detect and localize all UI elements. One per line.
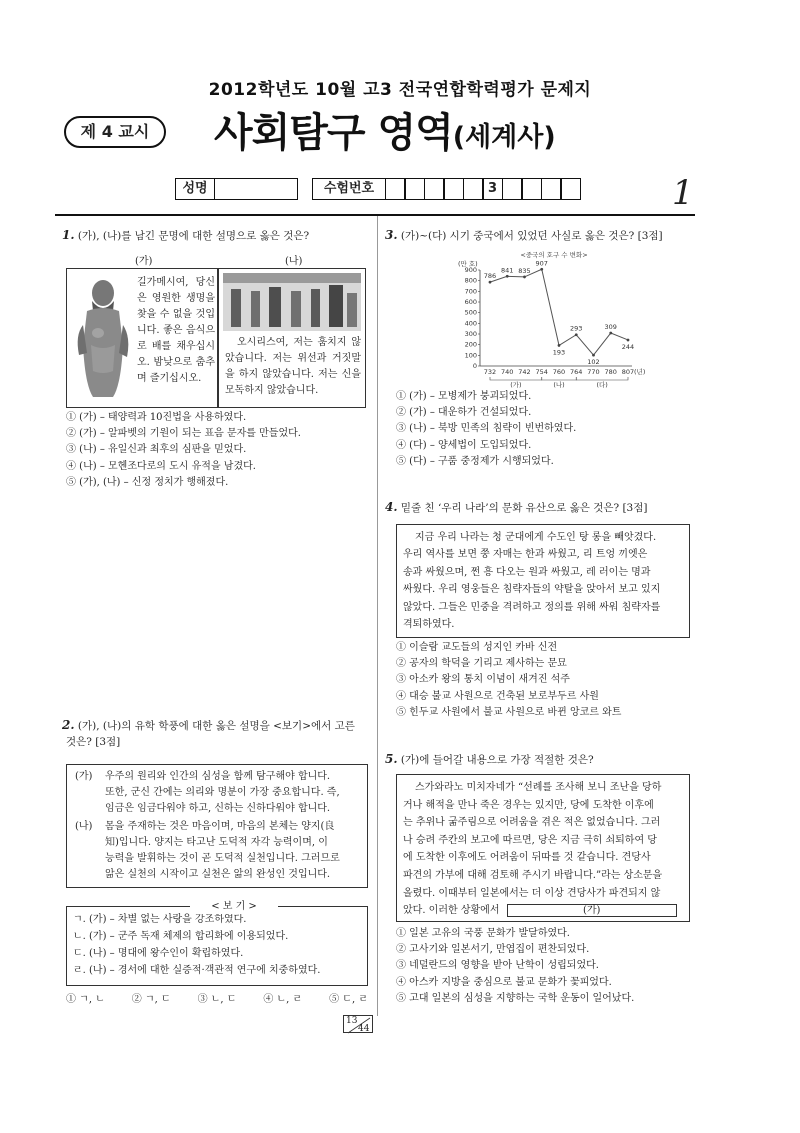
- chart-y-tick-label: 200: [464, 340, 477, 349]
- q4-choices: [396, 640, 696, 721]
- q1-choice-1[interactable]: ① (가) – 태양력과 10진법을 사용하였다.: [66, 412, 247, 423]
- q5-passage-line: 스가와라노 미치자네가 “선례를 조사해 보니 조난을 당하: [415, 782, 662, 793]
- chart-point: [540, 268, 543, 271]
- q4-passage-line: 격퇴하였다.: [403, 619, 455, 631]
- q5-blank-box: (가): [507, 904, 677, 917]
- chart-y-tick-label: 0: [472, 362, 477, 370]
- chart-point: [627, 339, 630, 342]
- egyptian-relief-image: [223, 273, 361, 331]
- chart-data-label: 841: [501, 266, 514, 275]
- q2-header: [62, 716, 372, 751]
- q3-choice-2[interactable]: ② (가) – 대운하가 건설되었다.: [396, 407, 532, 419]
- gilgamesh-statue-image: [73, 275, 133, 403]
- q2-bogi-item: ㄹ. (나) – 경서에 대한 실증적·객관적 연구에 치중하였다.: [73, 965, 321, 976]
- q1-box-a: [66, 268, 218, 408]
- q1-choices: [66, 410, 376, 491]
- subject-name: 사회탐구 영역: [214, 110, 453, 156]
- q4-passage-line: 송과 싸웠으며, 쩐 흥 다오는 원과 싸웠고, 레 러이는 명과: [403, 566, 651, 578]
- q1-label-a: (가): [135, 256, 153, 267]
- q2-b-line: 知)입니다. 양지는 타고난 도덕적 자각 능력이며, 이: [105, 837, 328, 848]
- q5-number: 5.: [385, 752, 398, 766]
- q5-header: [385, 750, 695, 769]
- chart-y-tick-label: 800: [464, 276, 477, 285]
- q4-passage-box: [396, 524, 690, 638]
- chart-point: [489, 281, 492, 284]
- chart-y-tick-label: 100: [464, 351, 477, 360]
- q5-passage-line: 거나 해적을 만나 죽은 경우는 있지만, 당에 도착한 이후에: [403, 799, 654, 811]
- page-total: 44: [358, 1024, 370, 1034]
- q5-passage-line: 올렸다. 이때부터 일본에서는 더 이상 견당사가 파견되지 않: [403, 887, 661, 899]
- q2-passage-a-label: (가): [75, 771, 93, 782]
- q5-passage-line: 았다. 이러한 상황에서: [403, 905, 500, 917]
- chart-y-tick-label: 900: [464, 266, 477, 274]
- chart-point: [506, 275, 509, 278]
- chart-data-label: 835: [518, 266, 531, 275]
- chart-period-bracket: [490, 377, 542, 380]
- chart-point: [575, 333, 578, 336]
- q4-choice-5[interactable]: ⑤ 힌두교 사원에서 불교 사원으로 바뀐 앙코르 와트: [396, 706, 622, 718]
- chart-x-unit: (년): [634, 368, 646, 376]
- chart-series-line: [490, 266, 628, 355]
- exam-no-digit-1[interactable]: [385, 178, 406, 200]
- q4-header: [385, 498, 695, 517]
- name-label: 성명: [175, 178, 215, 200]
- subject-title: [214, 103, 556, 163]
- exam-no-digit-5[interactable]: [463, 178, 484, 200]
- q2-a-line: 임금은 임금다워야 하고, 신하는 신하다워야 합니다.: [105, 803, 331, 814]
- q5-choice-1[interactable]: ① 일본 고유의 국풍 문화가 발달하였다.: [396, 928, 570, 939]
- q5-choices: [396, 926, 696, 1007]
- q2-bogi-list: [73, 911, 320, 979]
- q5-choice-3[interactable]: ③ 네덜란드의 영향을 받아 난학이 성립되었다.: [396, 960, 599, 972]
- student-info-table: [175, 178, 580, 200]
- chart-data-label: 786: [483, 272, 497, 281]
- q2-a-line: 또한, 군신 간에는 의리와 명분이 가장 중요합니다. 즉,: [105, 787, 340, 798]
- q2-b-line: 능력을 발휘하는 것이 곧 도덕적 실천입니다. 그러므로: [105, 853, 340, 864]
- q4-passage-line: 싸웠다. 우리 영웅들은 침략자들의 약탈을 앉아서 보고 있지: [403, 584, 661, 596]
- page-number: 1: [672, 173, 694, 213]
- q3-header: [385, 226, 695, 245]
- q2-choice-1[interactable]: ① ㄱ, ㄴ: [66, 994, 105, 1005]
- q2-number: 2.: [62, 718, 75, 732]
- header-rule: [55, 214, 695, 216]
- q4-choice-3[interactable]: ③ 아소카 왕의 통치 이념이 새겨진 석주: [396, 674, 570, 686]
- q2-passage-a: [105, 769, 365, 817]
- q2-text-line1: (가), (나)의 유학 학풍에 대한 옳은 설명을 <보기>에서 고른: [77, 720, 355, 732]
- column-divider: [377, 216, 378, 1016]
- household-count-chart: [440, 248, 660, 388]
- q2-b-line: 몸을 주재하는 것은 마음이며, 마음의 본체는 양지(良: [105, 821, 335, 832]
- q2-bogi-box: [66, 906, 368, 986]
- q5-passage-box: [396, 774, 690, 922]
- period-badge: 제 4 교시: [64, 116, 166, 148]
- q5-choice-2[interactable]: ② 고사기와 일본서기, 만엽집이 편찬되었다.: [396, 944, 590, 956]
- chart-period-label: (가): [510, 381, 522, 388]
- q1-text: (가), (나)를 남긴 문명에 대한 설명으로 옳은 것은?: [77, 230, 310, 242]
- chart-period-label: (다): [596, 381, 608, 388]
- chart-y-unit: (만 호): [458, 260, 478, 268]
- chart-x-tick-label: 764: [570, 368, 583, 376]
- q4-passage-line: 우리 역사를 보면 쭝 자매는 한과 싸웠고, 리 트엉 끼엣은: [403, 549, 648, 561]
- q2-b-line: 앎은 실천의 시작이고 실천은 앎의 완성인 것입니다.: [105, 869, 331, 880]
- q2-bogi-item: ㄷ. (나) – 명대에 왕수인이 확립하였다.: [73, 948, 244, 959]
- chart-data-label: 293: [570, 324, 583, 333]
- q5-choice-5[interactable]: ⑤ 고대 일본의 심성을 지향하는 국학 운동이 일어났다.: [396, 992, 635, 1004]
- chart-y-tick-label: 500: [464, 308, 477, 317]
- chart-y-tick-label: 300: [464, 330, 477, 338]
- chart-title: <중국의 호구 수 변화>: [520, 251, 588, 259]
- q2-passage-b-label: (나): [75, 821, 93, 832]
- chart-y-tick-label: 400: [464, 319, 477, 328]
- q1-header: [62, 226, 372, 245]
- chart-x-tick-label: 732: [483, 368, 497, 376]
- exam-title: 2012학년도 10월 고3 전국연합학력평가 문제지: [208, 80, 592, 100]
- q4-passage-line: 않았다. 그들은 민중을 격려하고 정의를 위해 싸워 침략자를: [403, 601, 661, 613]
- chart-data-label: 102: [587, 358, 600, 367]
- q4-passage-line: 지금 우리 나라는 청 군대에게 수도인 탕 롱을 빼앗겼다.: [415, 532, 657, 543]
- q5-choice-4[interactable]: ④ 아스카 지방을 중심으로 불교 문화가 꽃피었다.: [396, 976, 612, 988]
- chart-x-tick-label: 780: [604, 368, 617, 376]
- exam-no-digit-10[interactable]: [560, 178, 581, 200]
- q5-passage-line: 는 추위나 굶주림으로 어려움을 겪은 적은 없었습니다. 그러: [403, 817, 661, 829]
- q5-passage-line: 에 도착한 이후에도 어려움이 뒤따를 것 같습니다. 견당사: [403, 852, 651, 864]
- exam-no-digit-2[interactable]: [404, 178, 425, 200]
- chart-data-label: 244: [621, 342, 635, 351]
- chart-x-tick-label: 742: [518, 368, 531, 376]
- q1-label-b: (나): [285, 256, 303, 267]
- exam-no-digit-7[interactable]: [502, 178, 523, 200]
- chart-period-bracket: [542, 377, 577, 380]
- q3-choices: [396, 389, 696, 470]
- q2-passage-b: [105, 819, 365, 883]
- chart-y-tick-label: 700: [464, 287, 477, 296]
- q3-choice-4[interactable]: ④ (다) – 양세법이 도입되었다.: [396, 439, 532, 451]
- q2-a-line: 우주의 원리와 인간의 심성을 함께 탐구해야 합니다.: [105, 771, 331, 782]
- exam-no-label: 수험번호: [312, 178, 386, 200]
- q2-choice-2[interactable]: ② ㄱ, ㄷ: [131, 994, 171, 1005]
- q1-box-b: [218, 268, 366, 408]
- q5-passage-line: 나 승려 주칸의 보고에 따르면, 당은 지금 극히 쇠퇴하여 당: [403, 834, 657, 846]
- chart-x-tick-label: 807: [621, 368, 635, 376]
- chart-data-label: 193: [552, 348, 566, 357]
- exam-no-digit-6: 3: [482, 178, 503, 200]
- q4-choice-1[interactable]: ① 이슬람 교도들의 성지인 카바 신전: [396, 642, 558, 653]
- chart-x-tick-label: 740: [501, 368, 514, 376]
- q3-text: (가)~(다) 시기 중국에서 있었던 사실로 옳은 것은? [3점]: [400, 230, 663, 242]
- exam-no-digit-4[interactable]: [443, 178, 464, 200]
- q2-bogi-title: < 보 기 >: [190, 899, 278, 914]
- chart-x-tick-label: 770: [587, 368, 600, 376]
- q3-choice-3[interactable]: ③ (나) – 북방 민족의 침략이 빈번하였다.: [396, 423, 577, 435]
- chart-x-tick-label: 754: [535, 368, 548, 376]
- chart-point: [523, 276, 526, 279]
- chart-point: [592, 354, 595, 357]
- q2-choice-5[interactable]: ⑤ ㄷ, ㄹ: [329, 994, 368, 1005]
- exam-no-digit-8[interactable]: [521, 178, 542, 200]
- page-counter: [343, 1015, 373, 1033]
- page-current: 13: [346, 1016, 358, 1026]
- q3-choice-5[interactable]: ⑤ (다) – 구품 중정제가 시행되었다.: [396, 455, 554, 467]
- q1-passage-a: 길가메시여, 당신은 영원한 생명을 찾을 수 없을 것입니다. 좋은 음식으로 배를 채우십시오. 밤낮으로 춤추며 즐기십시오.: [137, 277, 215, 384]
- chart-data-label: 309: [604, 323, 617, 332]
- q3-choice-1[interactable]: ① (가) – 모병제가 붕괴되었다.: [396, 391, 532, 402]
- q2-choice-3[interactable]: ③ ㄴ, ㄷ: [197, 994, 237, 1005]
- exam-no-digit-9[interactable]: [541, 178, 562, 200]
- chart-data-label: 907: [535, 259, 548, 268]
- chart-y-tick-label: 600: [464, 298, 477, 306]
- q4-text: 밑줄 친 ‘우리 나라’의 문화 유산으로 옳은 것은? [3점]: [400, 502, 648, 514]
- chart-period-bracket: [576, 377, 628, 380]
- q2-bogi-item: ㄱ. (가) – 차별 없는 사랑을 강조하였다.: [73, 914, 247, 925]
- q4-number: 4.: [385, 500, 398, 514]
- q4-passage: [403, 529, 685, 633]
- exam-no-digit-3[interactable]: [424, 178, 445, 200]
- q2-choice-4[interactable]: ④ ㄴ, ㄹ: [263, 994, 303, 1005]
- q1-choice-5[interactable]: ⑤ (가), (나) – 신정 정치가 행해졌다.: [66, 476, 229, 488]
- chart-point: [609, 332, 612, 335]
- q1-choice-3[interactable]: ③ (나) – 유일신과 최후의 심판을 믿었다.: [66, 444, 247, 456]
- q5-passage-line-last: [403, 902, 685, 920]
- q2-choices: [66, 992, 368, 1008]
- q1-passage-b: 오시리스여, 저는 훔치지 않았습니다. 저는 위선과 거짓말을 하지 않았습니다. 저는 신을 모독하지 않았습니다.: [225, 337, 361, 396]
- chart-x-tick-label: 760: [552, 368, 566, 376]
- q4-choice-4[interactable]: ④ 대승 불교 사원으로 건축된 보로부두르 사원: [396, 690, 599, 702]
- q1-number: 1.: [62, 228, 75, 242]
- q2-bogi-item: ㄴ. (가) – 군주 독재 체제의 합리화에 이용되었다.: [73, 931, 289, 942]
- q2-text-line2: 것은? [3점]: [66, 735, 121, 748]
- q3-number: 3.: [385, 228, 398, 242]
- chart-point: [558, 344, 561, 347]
- q5-passage: [403, 779, 685, 920]
- q4-choice-2[interactable]: ② 공자의 학덕을 기리고 제사하는 문묘: [396, 658, 567, 670]
- q1-choice-4[interactable]: ④ (나) – 모헨조다로의 도시 유적을 남겼다.: [66, 460, 256, 472]
- q5-passage-line: 파견의 가부에 대해 검토해 주시기 바랍니다.”라는 상소문을: [403, 869, 663, 881]
- q2-passage-box: [66, 764, 368, 888]
- chart-period-label: (나): [553, 381, 565, 388]
- name-field[interactable]: [214, 178, 298, 200]
- q1-choice-2[interactable]: ② (가) – 알파벳의 기원이 되는 표음 문자를 만들었다.: [66, 428, 301, 440]
- q5-text: (가)에 들어갈 내용으로 가장 적절한 것은?: [400, 754, 594, 766]
- subject-sub: (세계사): [452, 122, 556, 153]
